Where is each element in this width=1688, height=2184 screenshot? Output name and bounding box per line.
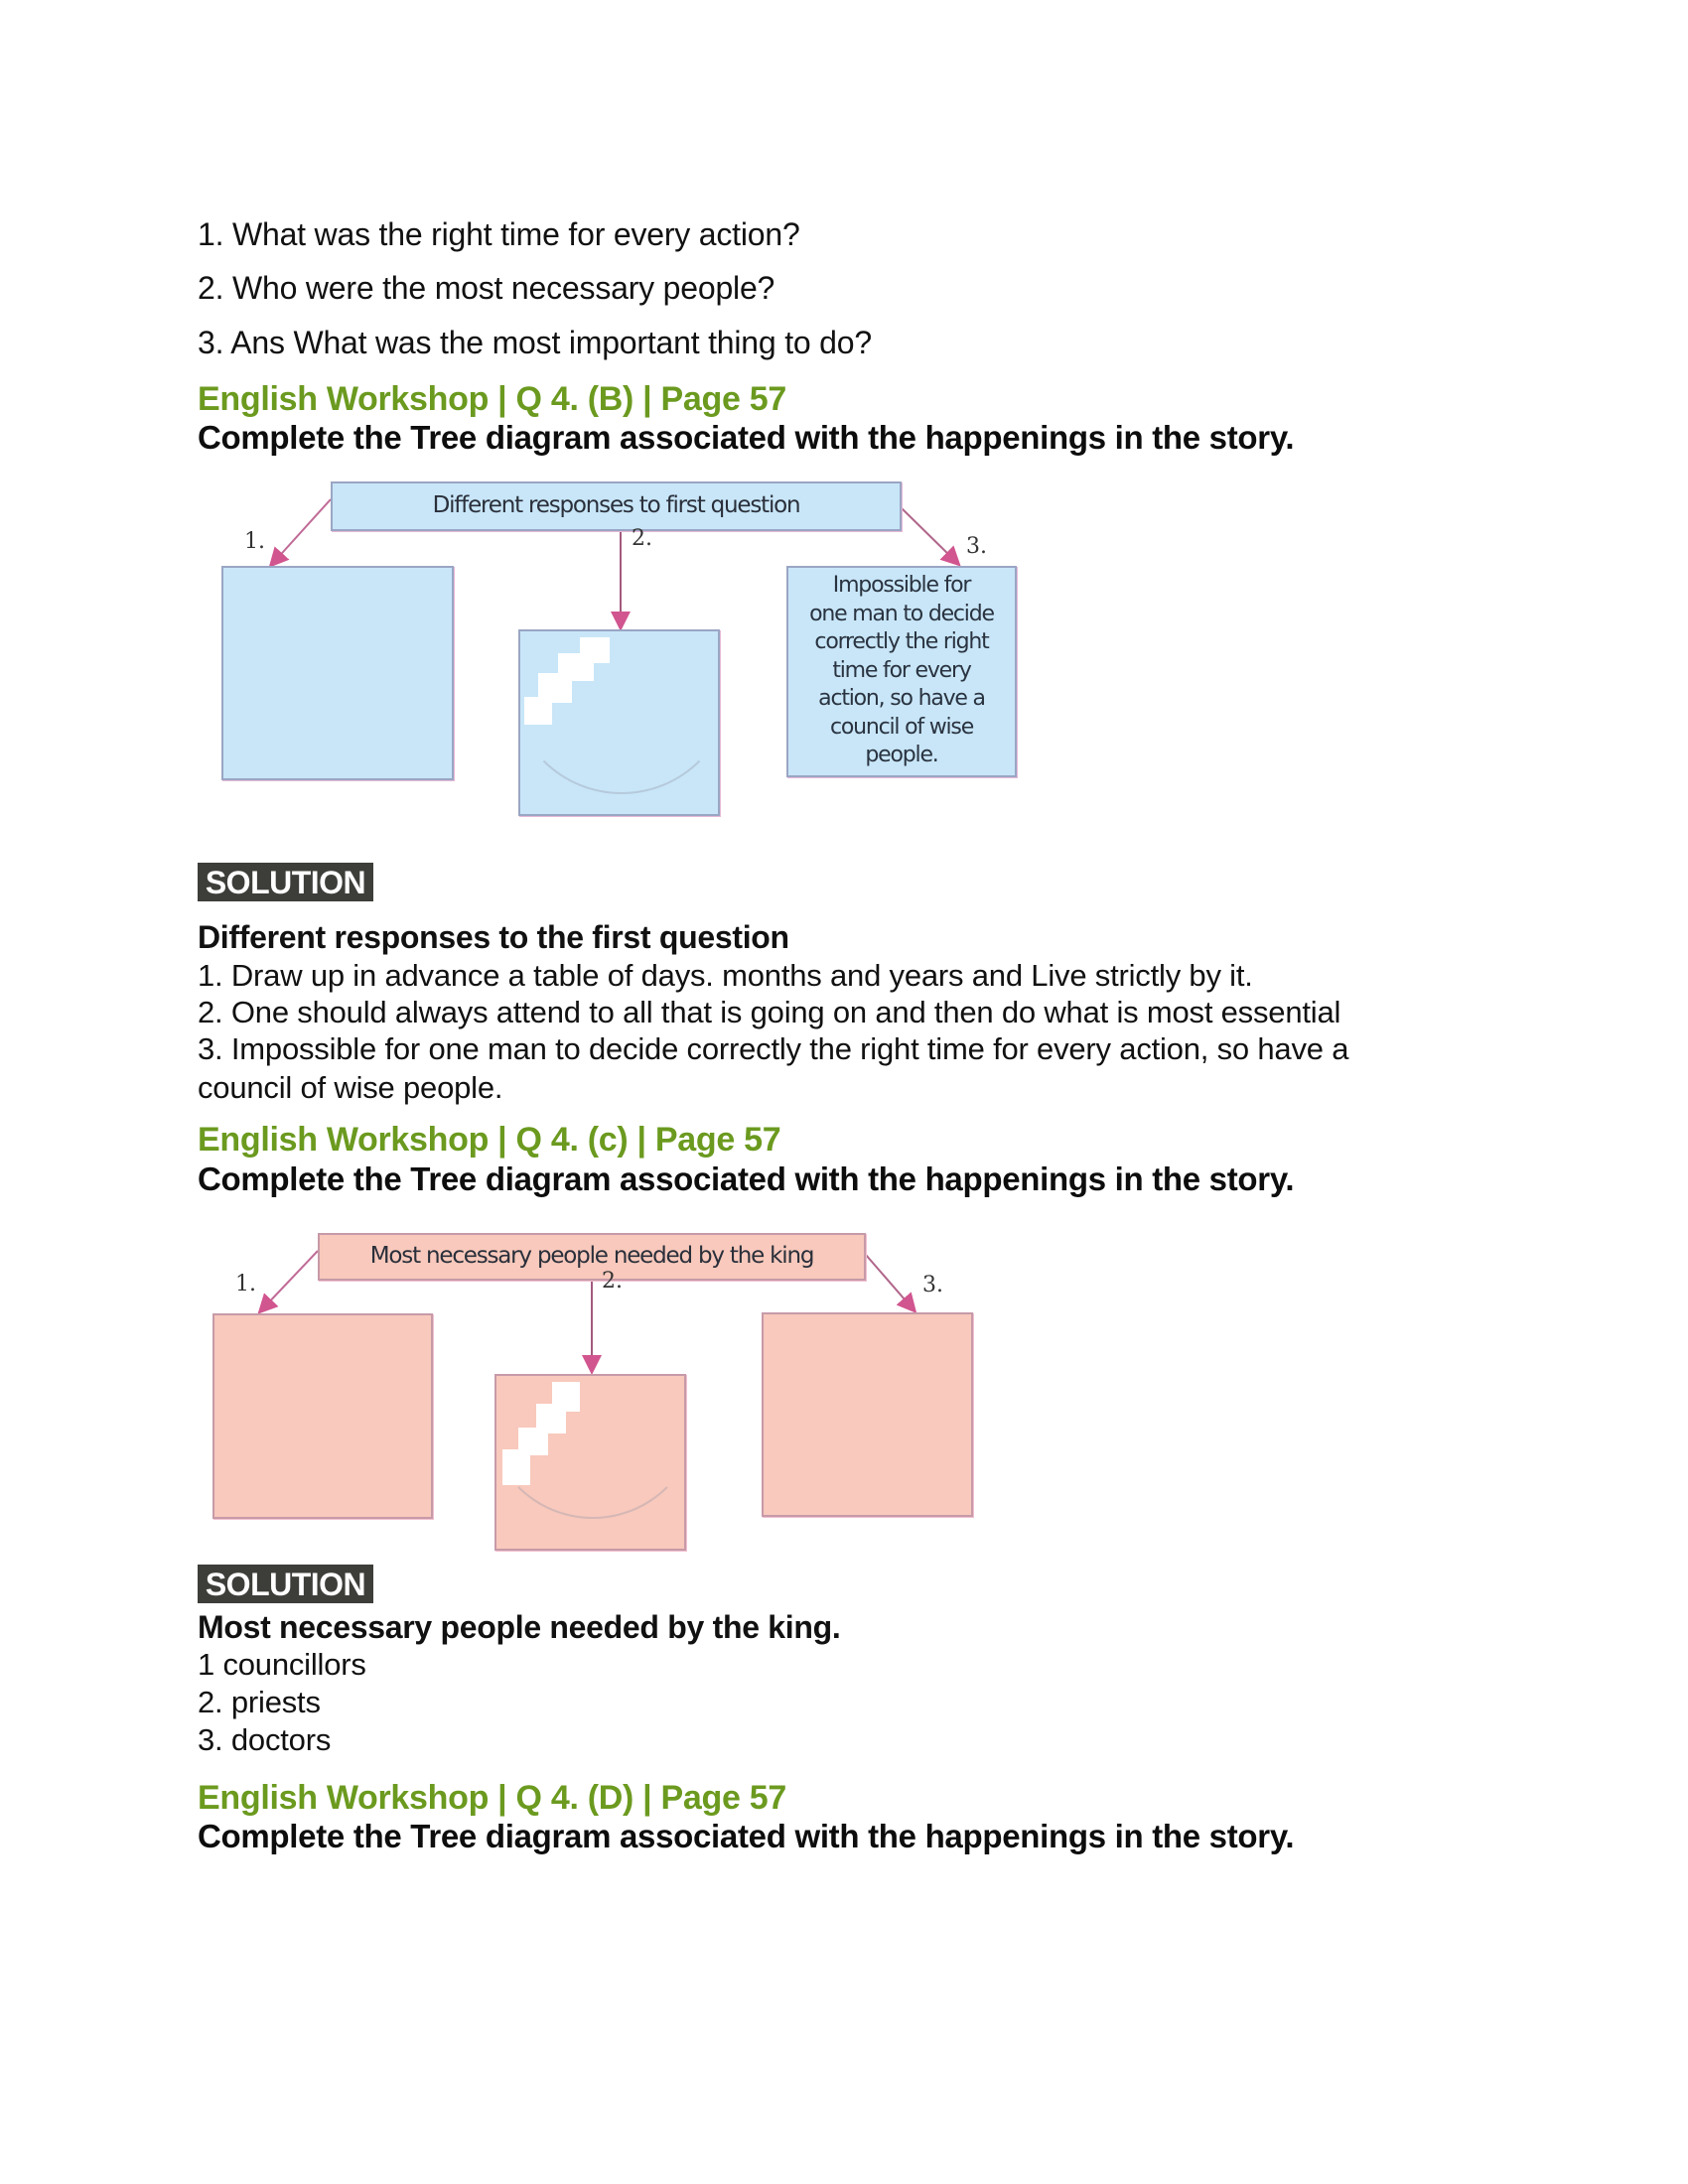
node-b1-number: 1. (244, 529, 265, 554)
node-b3-number: 3. (966, 534, 987, 559)
node-c1-number: 1. (235, 1272, 256, 1297)
section-c-heading: English Workshop | Q 4. (c) | Page 57 (198, 1121, 781, 1159)
solution-b-heading: Different responses to the first question (198, 919, 789, 955)
solution-c-heading: Most necessary people needed by the king. (198, 1609, 841, 1645)
diagram-c-title-box (318, 1233, 866, 1281)
solution-b-line-4: council of wise people. (198, 1070, 503, 1105)
solution-b-line-1: 1. Draw up in advance a table of days. months and years and Live strictly by it. (198, 958, 1253, 993)
solution-c-line-1: 1 councillors (198, 1647, 366, 1682)
solution-c-line-3: 3. doctors (198, 1722, 332, 1757)
section-d-instruction: Complete the Tree diagram associated with the happenings in the story. (198, 1818, 1295, 1854)
section-d-heading: English Workshop | Q 4. (D) | Page 57 (198, 1779, 786, 1817)
node-c2-box (494, 1374, 686, 1551)
node-b2-number: 2. (632, 526, 652, 551)
section-b-instruction: Complete the Tree diagram associated with the happenings in the story. (198, 419, 1295, 456)
section-b-heading: English Workshop | Q 4. (B) | Page 57 (198, 380, 786, 418)
node-c1-box (212, 1313, 433, 1519)
solution-b-line-2: 2. One should always attend to all that is going on and then do what is most essential (198, 995, 1341, 1029)
solution-c-line-2: 2. priests (198, 1685, 321, 1719)
solution-badge-c: SOLUTION (198, 1565, 373, 1603)
node-c2-number: 2. (602, 1269, 623, 1294)
node-c3-number: 3. (922, 1273, 943, 1297)
solution-b-line-3: 3. Impossible for one man to decide correctly the right time for every action, so have a (198, 1031, 1349, 1066)
node-c3-box (762, 1312, 973, 1517)
question-1: 1. What was the right time for every action? (198, 216, 800, 252)
diagram-c-title: Most necessary people needed by the king (369, 1243, 814, 1269)
question-3: 3. Ans What was the most important thing to do? (198, 325, 872, 360)
node-b3-text: Impossible for one man to decide correctly the right time for every action, so have a council of wise people. (809, 573, 994, 767)
solution-badge-b: SOLUTION (198, 863, 373, 901)
question-2: 2. Who were the most necessary people? (198, 270, 775, 306)
section-c-instruction: Complete the Tree diagram associated with the happenings in the story. (198, 1160, 1295, 1197)
diagram-b-title: Different responses to first question (432, 492, 800, 518)
